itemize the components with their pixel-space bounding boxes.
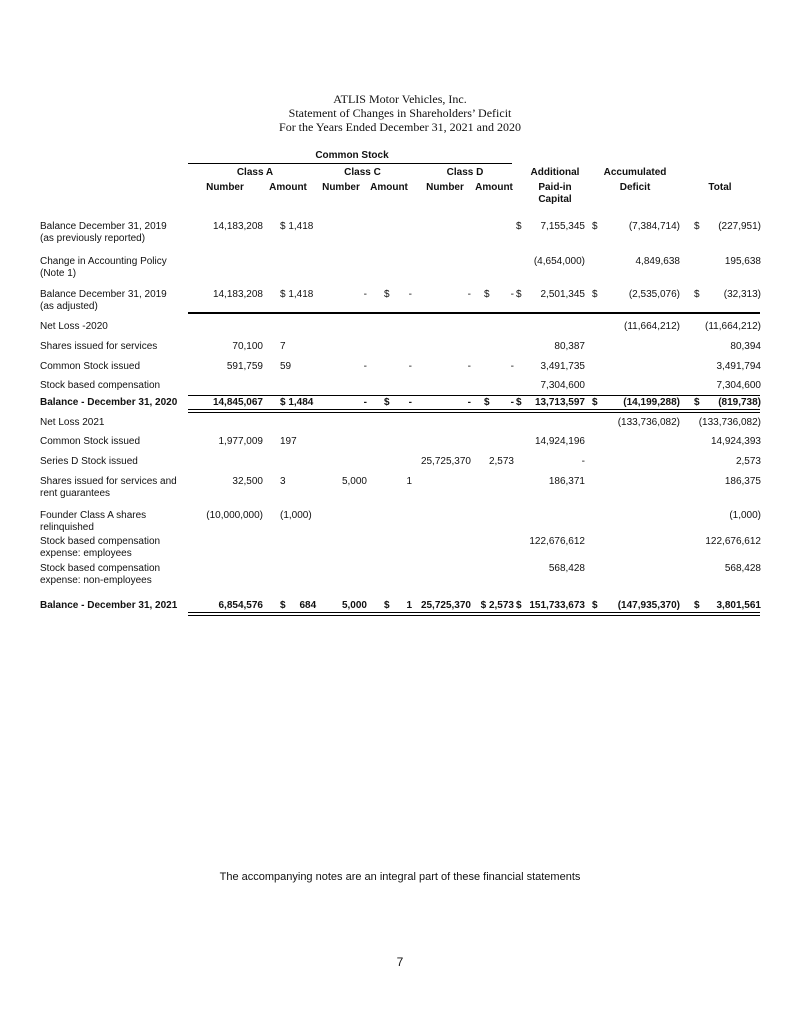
cell-tot: 3,491,794 — [716, 361, 761, 372]
cell-tot: 14,924,393 — [710, 436, 761, 447]
cell-a-amt: (1,000) — [280, 510, 312, 521]
row-label-continued: expense: employees — [40, 548, 132, 559]
cell-d-num: - — [467, 397, 471, 408]
cell-a-amt: 197 — [280, 436, 297, 447]
cell-tot: (32,313) — [723, 289, 761, 300]
row-label: Balance December 31, 2019 — [40, 289, 167, 300]
cell-acc: (2,535,076) — [628, 289, 680, 300]
cell-tot: (133,736,082) — [698, 417, 761, 428]
cell-apic: - — [581, 456, 585, 467]
row-label: Stock based compensation — [40, 380, 161, 391]
cell-acc-d: $ — [592, 221, 598, 232]
cell-apic: 7,304,600 — [540, 380, 585, 391]
cell-tot: 80,394 — [730, 341, 761, 352]
cell-a-amt: $ 1,418 — [280, 221, 314, 232]
cell-tot: 3,801,561 — [716, 600, 761, 611]
cell-a-num: 32,500 — [232, 476, 263, 487]
cell-a-amt: 3 — [280, 476, 286, 487]
cell-a-num: 14,183,208 — [212, 289, 263, 300]
cell-apic: 7,155,345 — [540, 221, 585, 232]
cell-a-amt: 59 — [280, 361, 292, 372]
cell-apic-d: $ — [516, 600, 522, 611]
cell-acc: (133,736,082) — [617, 417, 680, 428]
cell-apic: 186,371 — [548, 476, 585, 487]
cell-tot: 7,304,600 — [716, 380, 761, 391]
cell-apic: (4,654,000) — [533, 256, 585, 267]
cell-apic: 568,428 — [548, 563, 585, 574]
cell-tot-d: $ — [694, 600, 700, 611]
footer-note: The accompanying notes are an integral part of these financial statements — [219, 871, 581, 883]
cell-tot: 568,428 — [724, 563, 761, 574]
cell-a-num: 14,183,208 — [212, 221, 263, 232]
table-rule — [188, 409, 760, 413]
cell-tot: (819,738) — [718, 397, 761, 408]
class-c-header: Class C — [344, 167, 381, 178]
cell-d-num: 25,725,370 — [420, 600, 471, 611]
cell-tot: 122,676,612 — [705, 536, 761, 547]
cell-apic-d: $ — [516, 397, 522, 408]
total-header: Total — [708, 182, 732, 193]
cell-tot: 186,375 — [724, 476, 761, 487]
cell-c-d1: $ — [384, 397, 390, 408]
deficit-header: Deficit — [619, 182, 651, 193]
cell-a-num: (10,000,000) — [206, 510, 263, 521]
additional-header: Additional — [530, 167, 580, 178]
cell-a-num: 6,854,576 — [218, 600, 263, 611]
class-a-header: Class A — [236, 167, 274, 178]
cell-apic: 80,387 — [554, 341, 585, 352]
cell-tot: 2,573 — [735, 456, 761, 467]
class-a-amount-header: Amount — [269, 182, 307, 193]
cell-d-num: - — [467, 289, 471, 300]
cell-tot-d: $ — [694, 221, 700, 232]
cell-apic: 3,491,735 — [540, 361, 585, 372]
cell-apic-d: $ — [516, 221, 522, 232]
row-label: Stock based compensation — [40, 536, 161, 547]
cell-a-num: 70,100 — [232, 341, 263, 352]
cell-tot-d: $ — [694, 397, 700, 408]
page-number: 7 — [396, 955, 404, 969]
cell-apic-d: $ — [516, 289, 522, 300]
cell-acc: 4,849,638 — [635, 256, 680, 267]
cell-d-d1: $ — [484, 289, 490, 300]
cell-a-num: 14,845,067 — [212, 397, 263, 408]
cell-acc-d: $ — [592, 600, 598, 611]
row-label: Balance - December 31, 2020 — [40, 397, 178, 408]
common-stock-header: Common Stock — [315, 150, 389, 161]
cell-acc: (14,199,288) — [623, 397, 680, 408]
cell-apic: 13,713,597 — [534, 397, 585, 408]
row-label: Common Stock issued — [40, 361, 141, 372]
cell-d-d1: $ — [484, 397, 490, 408]
cell-d-amt: - — [510, 397, 514, 408]
cell-acc: (11,664,212) — [624, 321, 680, 332]
cell-a-num: 1,977,009 — [218, 436, 263, 447]
table-rule — [188, 612, 760, 616]
cell-apic: 122,676,612 — [529, 536, 585, 547]
cell-d-amt: $ 2,573 — [480, 600, 514, 611]
cell-apic: 2,501,345 — [540, 289, 585, 300]
row-label-continued: relinquished — [40, 522, 94, 533]
cell-tot: (1,000) — [729, 510, 761, 521]
class-a-number-header: Number — [206, 182, 244, 193]
cell-a-amt: $ 1,484 — [280, 397, 314, 408]
row-label-continued: (Note 1) — [40, 268, 77, 279]
cell-d-amt: - — [510, 361, 514, 372]
class-c-amount-header: Amount — [370, 182, 408, 193]
row-label-continued: rent guarantees — [40, 488, 111, 499]
cell-tot: 195,638 — [724, 256, 761, 267]
cell-c-num: 5,000 — [341, 600, 367, 611]
row-label: Common Stock issued — [40, 436, 141, 447]
cell-c-num: - — [363, 361, 367, 372]
cell-c-num: - — [363, 289, 367, 300]
row-label-continued: (as previously reported) — [40, 233, 146, 244]
cell-acc-d: $ — [592, 289, 598, 300]
cell-c-amt: 1 — [406, 600, 412, 611]
row-label: Shares issued for services and — [40, 476, 177, 487]
cell-c-d1: $ — [384, 600, 390, 611]
cell-c-amt: - — [408, 397, 412, 408]
cell-d-num: - — [467, 361, 471, 372]
class-d-number-header: Number — [426, 182, 464, 193]
class-c-number-header: Number — [322, 182, 360, 193]
statement-title: Statement of Changes in Shareholders’ Deficit — [288, 106, 512, 120]
statement-period: For the Years Ended December 31, 2021 and 2020 — [279, 120, 521, 134]
cell-d-num: 25,725,370 — [420, 456, 471, 467]
cell-d-amt: 2,573 — [488, 456, 514, 467]
row-label: Balance December 31, 2019 — [40, 221, 167, 232]
cell-a-num: 591,759 — [226, 361, 263, 372]
row-label: Net Loss 2021 — [40, 417, 105, 428]
cell-tot: (11,664,212) — [705, 321, 761, 332]
cell-c-amt: - — [408, 361, 412, 372]
cell-acc: (147,935,370) — [617, 600, 680, 611]
row-label: Net Loss -2020 — [40, 321, 108, 332]
cell-c-amt: 1 — [406, 476, 412, 487]
cell-c-d1: $ — [384, 289, 390, 300]
row-label: Change in Accounting Policy — [40, 256, 167, 267]
row-label: Shares issued for services — [40, 341, 158, 352]
capital-header: Capital — [538, 194, 572, 205]
cell-tot: (227,951) — [718, 221, 761, 232]
cell-acc: (7,384,714) — [628, 221, 680, 232]
cell-c-amt: - — [408, 289, 412, 300]
row-label: Stock based compensation — [40, 563, 161, 574]
row-label: Series D Stock issued — [40, 456, 138, 467]
class-d-header: Class D — [446, 167, 484, 178]
accumulated-header: Accumulated — [603, 167, 667, 178]
table-rule — [188, 312, 760, 314]
row-label: Balance - December 31, 2021 — [40, 600, 178, 611]
common-stock-underline — [188, 163, 512, 164]
row-label: Founder Class A shares — [40, 510, 147, 521]
cell-c-num: - — [363, 397, 367, 408]
cell-d-amt: - — [510, 289, 514, 300]
company-name: ATLIS Motor Vehicles, Inc. — [333, 92, 467, 106]
row-label-continued: (as adjusted) — [40, 301, 98, 312]
paid-in-header: Paid-in — [538, 182, 572, 193]
cell-a-amt: $ 1,418 — [280, 289, 314, 300]
cell-a-amt: $ 684 — [280, 600, 317, 611]
cell-acc-d: $ — [592, 397, 598, 408]
cell-c-num: 5,000 — [341, 476, 367, 487]
cell-a-amt: 7 — [280, 341, 286, 352]
table-rule — [188, 395, 760, 396]
class-d-amount-header: Amount — [475, 182, 513, 193]
row-label-continued: expense: non-employees — [40, 575, 152, 586]
cell-apic: 151,733,673 — [529, 600, 585, 611]
cell-tot-d: $ — [694, 289, 700, 300]
cell-apic: 14,924,196 — [534, 436, 585, 447]
